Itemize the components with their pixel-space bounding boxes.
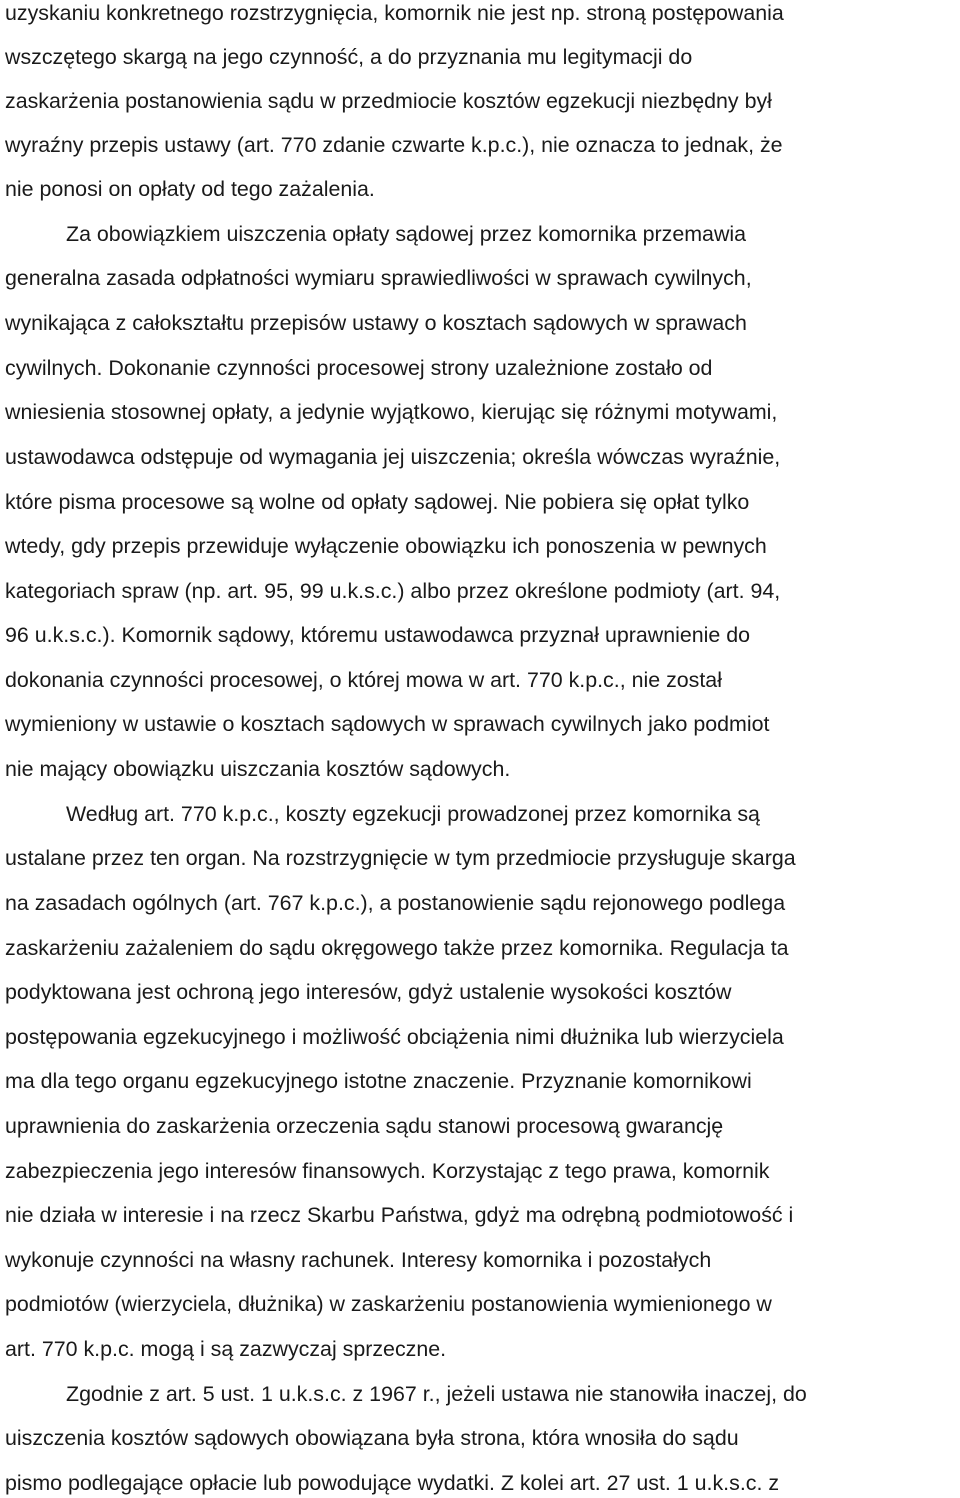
text-line: ustalane przez ten organ. Na rozstrzygnięcie w tym przedmiocie przysługuje skarga (5, 846, 796, 870)
text-line: generalna zasada odpłatności wymiaru sprawiedliwości w sprawach cywilnych, (5, 266, 752, 290)
text-line: nie działa w interesie i na rzecz Skarbu Państwa, gdyż ma odrębną podmiotowość i (5, 1203, 794, 1227)
text-line: uzyskaniu konkretnego rozstrzygnięcia, komornik nie jest np. stroną postępowania (5, 1, 784, 25)
text-line: 96 u.k.s.c.). Komornik sądowy, któremu ustawodawca przyznał uprawnienie do (5, 623, 751, 647)
text-line: cywilnych. Dokonanie czynności procesowej strony uzależnione zostało od (5, 356, 713, 380)
text-line: ma dla tego organu egzekucyjnego istotne znaczenie. Przyznanie komornikowi (5, 1069, 752, 1093)
text-line: uiszczenia kosztów sądowych obowiązana była strona, która wnosiła do sądu (5, 1426, 739, 1450)
text-line: podmiotów (wierzyciela, dłużnika) w zaskarżeniu postanowienia wymienionego w (5, 1292, 772, 1316)
text-line: wniesienia stosownej opłaty, a jedynie wyjątkowo, kierując się różnymi motywami, (5, 400, 778, 424)
text-line: ustawodawca odstępuje od wymagania jej uiszczenia; określa wówczas wyraźnie, (5, 445, 781, 469)
text-line: nie mający obowiązku uiszczania kosztów sądowych. (5, 757, 511, 781)
text-line: wymieniony w ustawie o kosztach sądowych w sprawach cywilnych jako podmiot (5, 712, 770, 736)
paragraph-first-line: Według art. 770 k.p.c., koszty egzekucji prowadzonej przez komornika są (66, 802, 760, 826)
text-line: uprawnienia do zaskarżenia orzeczenia sądu stanowi procesową gwarancję (5, 1114, 724, 1138)
paragraph-first-line: Za obowiązkiem uiszczenia opłaty sądowej przez komornika przemawia (66, 222, 747, 246)
text-line: kategoriach spraw (np. art. 95, 99 u.k.s.c.) albo przez określone podmioty (art. 94, (5, 579, 781, 603)
text-line: zaskarżenia postanowienia sądu w przedmiocie kosztów egzekucji niezbędny był (5, 89, 772, 113)
text-line: na zasadach ogólnych (art. 767 k.p.c.), a postanowienie sądu rejonowego podlega (5, 891, 786, 915)
text-line: wynikająca z całokształtu przepisów ustawy o kosztach sądowych w sprawach (5, 311, 747, 335)
text-line: zaskarżeniu zażaleniem do sądu okręgowego także przez komornika. Regulacja ta (5, 936, 789, 960)
text-line: podyktowana jest ochroną jego interesów, gdyż ustalenie wysokości kosztów (5, 980, 732, 1004)
paragraph-first-line: Zgodnie z art. 5 ust. 1 u.k.s.c. z 1967 r., jeżeli ustawa nie stanowiła inaczej, do (66, 1382, 807, 1406)
text-line: postępowania egzekucyjnego i możliwość obciążenia nimi dłużnika lub wierzyciela (5, 1025, 784, 1049)
text-line: wszczętego skargą na jego czynność, a do przyznania mu legitymacji do (5, 45, 693, 69)
text-line: zabezpieczenia jego interesów finansowych. Korzystając z tego prawa, komornik (5, 1159, 770, 1183)
text-line: art. 770 k.p.c. mogą i są zazwyczaj sprzeczne. (5, 1337, 447, 1361)
text-line: nie ponosi on opłaty od tego zażalenia. (5, 177, 375, 201)
text-line: wtedy, gdy przepis przewiduje wyłączenie obowiązku ich ponoszenia w pewnych (5, 534, 767, 558)
text-line: wykonuje czynności na własny rachunek. Interesy komornika i pozostałych (5, 1248, 712, 1272)
text-line: dokonania czynności procesowej, o której mowa w art. 770 k.p.c., nie został (5, 668, 722, 692)
text-line: które pisma procesowe są wolne od opłaty sądowej. Nie pobiera się opłat tylko (5, 490, 750, 514)
text-line: wyraźny przepis ustawy (art. 770 zdanie czwarte k.p.c.), nie oznacza to jednak, że (5, 133, 783, 157)
text-line: pismo podlegające opłacie lub powodujące wydatki. Z kolei art. 27 ust. 1 u.k.s.c. z (5, 1471, 780, 1495)
